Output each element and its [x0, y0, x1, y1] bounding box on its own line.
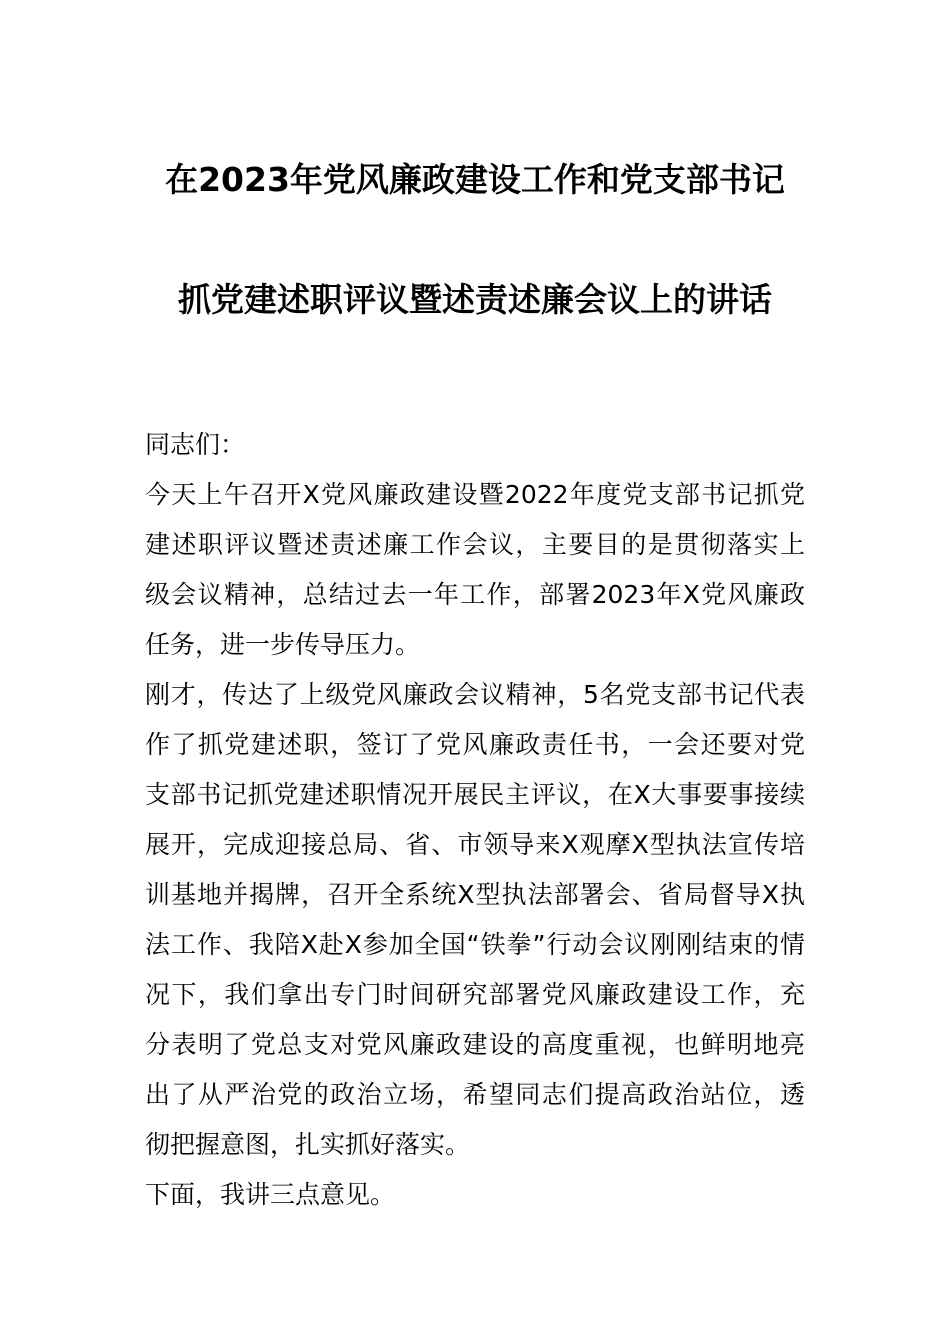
text-line: 任务，进一步传导压力。 [145, 630, 421, 659]
document-title-line-1: 在2023年党风廉政建设工作和党支部书记 [165, 160, 785, 199]
text-line: 法工作、我陪X赴X参加全国“铁拳”行动会议刚刚结束的情 [145, 930, 805, 959]
text-line: 今天上午召开X党风廉政建设暨2022年度党支部书记抓党 [145, 480, 805, 509]
text-line: 训基地并揭牌，召开全系统X型执法部署会、省局督导X执 [145, 880, 805, 909]
text-line: 作了抓党建述职，签订了党风廉政责任书，一会还要对党 [145, 730, 805, 759]
paragraph-3 [145, 1170, 810, 1220]
text-line: 级会议精神，总结过去一年工作，部署2023年X党风廉政 [145, 580, 805, 609]
text-line: 分表明了党总支对党风廉政建设的高度重视，也鲜明地亮 [145, 1030, 805, 1059]
text-line: 同志们： [145, 430, 246, 459]
text-line: 况下，我们拿出专门时间研究部署党风廉政建设工作，充 [145, 980, 805, 1009]
text-line: 彻把握意图，扎实抓好落实。 [145, 1130, 471, 1159]
document-title-line-2: 抓党建述职评议暨述责述廉会议上的讲话 [178, 280, 772, 319]
text-line: 展开，完成迎接总局、省、市领导来X观摩X型执法宣传培 [145, 830, 805, 859]
text-line: 下面，我讲三点意见。 [145, 1180, 396, 1209]
paragraph-1 [145, 470, 810, 670]
document-body [145, 420, 810, 1220]
text-line: 建述职评议暨述责述廉工作会议，主要目的是贯彻落实上 [145, 530, 805, 559]
paragraph-2 [145, 670, 810, 1170]
text-line: 支部书记抓党建述职情况开展民主评议，在X大事要事接续 [145, 780, 805, 809]
text-line: 刚才，传达了上级党风廉政会议精神，5名党支部书记代表 [145, 680, 805, 709]
paragraph-salutation [145, 420, 810, 470]
text-line: 出了从严治党的政治立场，希望同志们提高政治站位，透 [145, 1080, 805, 1109]
